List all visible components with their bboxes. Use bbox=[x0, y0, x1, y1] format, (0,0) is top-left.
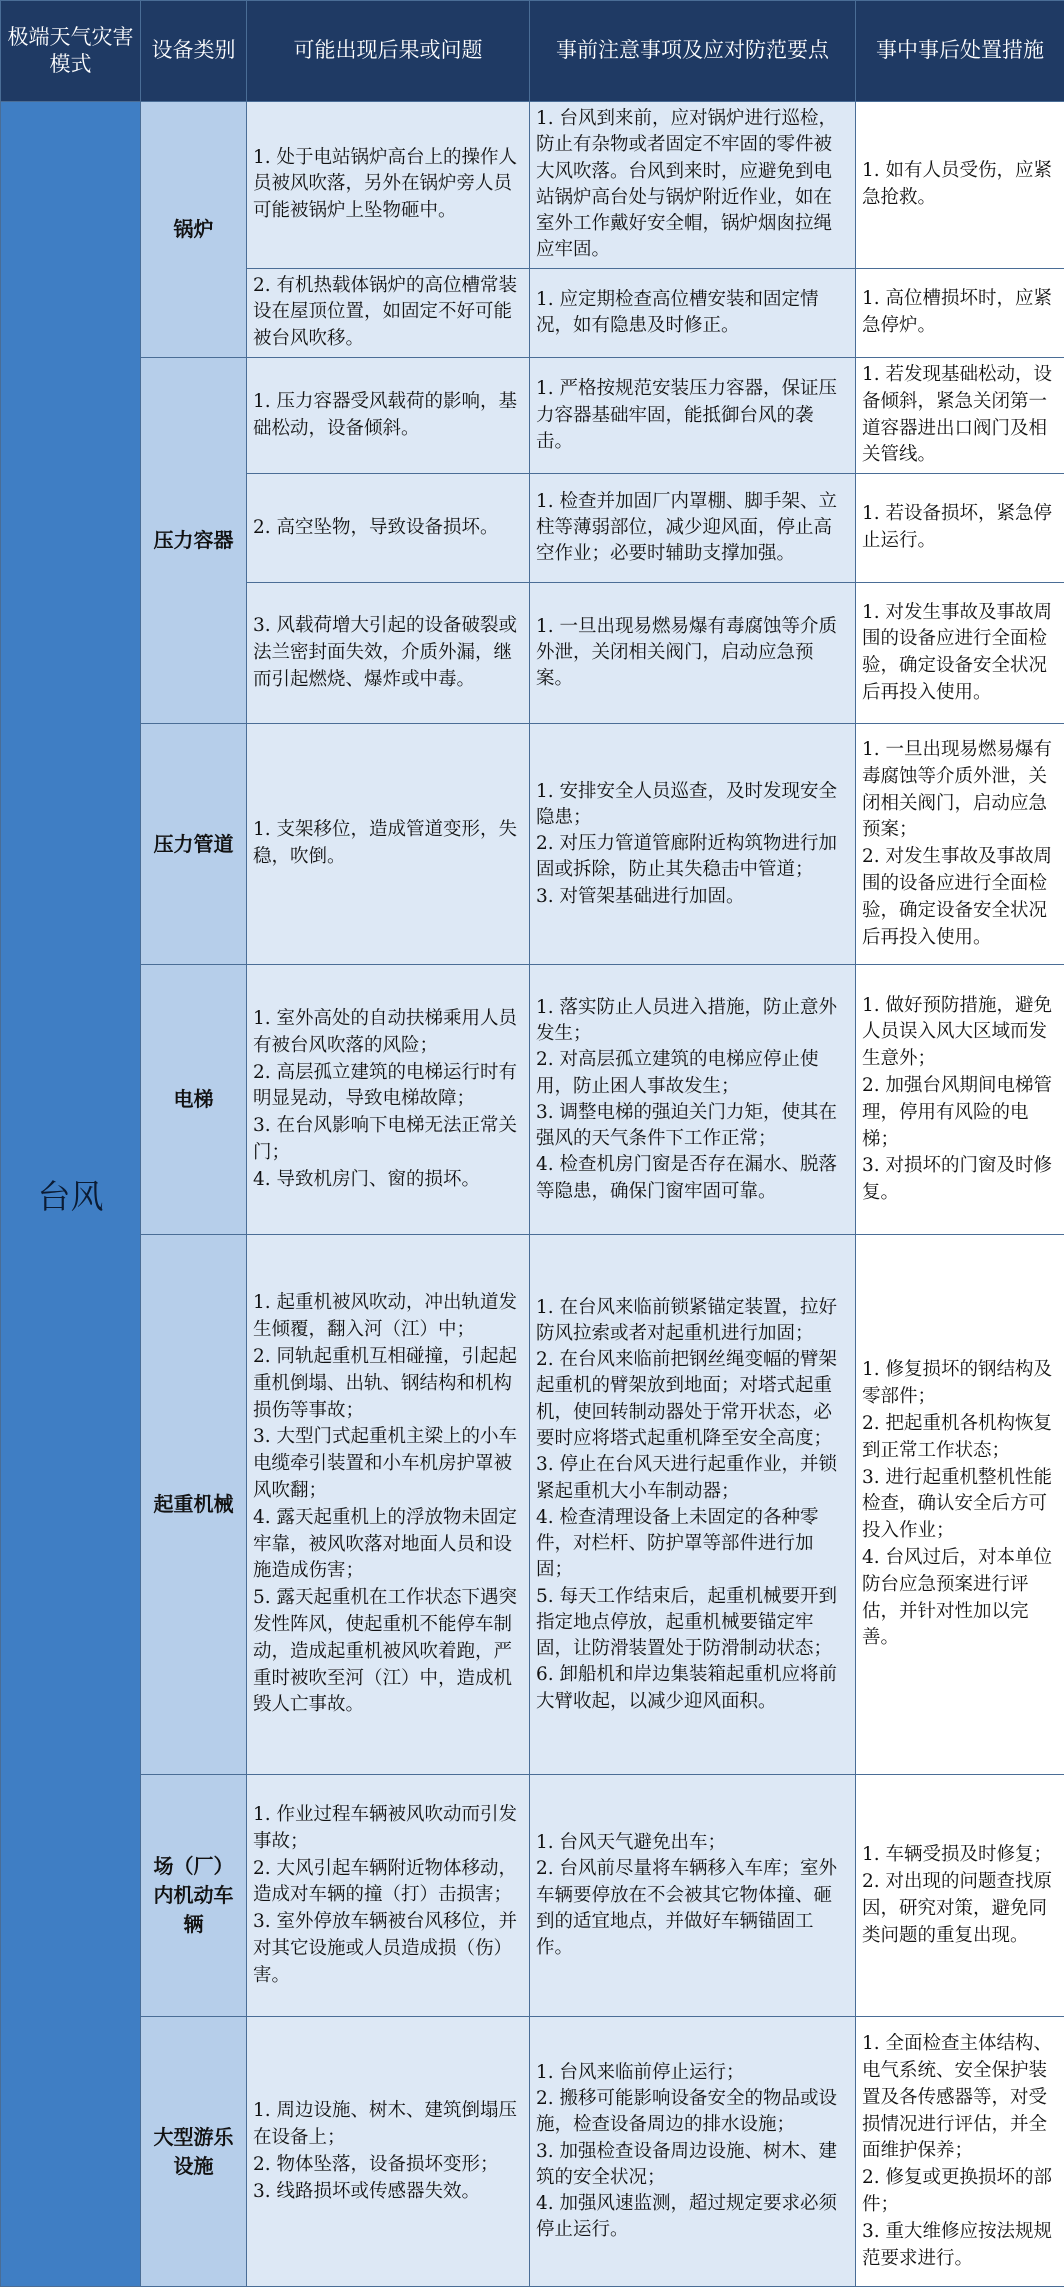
list-item: 1. 对发生事故及事故周围的设备应进行全面检验，确定设备安全状况后再投入使用。 bbox=[862, 600, 1058, 707]
table-row bbox=[1, 965, 1064, 1235]
list-item: 2. 对出现的问题查找原因，研究对策，避免同类问题的重复出现。 bbox=[862, 1869, 1058, 1949]
consequence-cell bbox=[247, 1235, 530, 1775]
list-item: 5. 每天工作结束后，起重机械要开到指定地点停放，起重机械要锚定牢固，让防滑装置处于防滑制动状态； bbox=[536, 1584, 849, 1663]
list-item: 2. 在台风来临前把钢丝绳变幅的臂架起重机的臂架放到地面；对塔式起重机，使回转制动器处于常开状态，必要时应将塔式起重机降至安全高度； bbox=[536, 1347, 849, 1452]
measure-cell bbox=[856, 965, 1064, 1235]
precaution-cell bbox=[530, 583, 856, 724]
list-item: 2. 同轨起重机互相碰撞，引起起重机倒塌、出轨、钢结构和机构损伤等事故； bbox=[253, 1344, 523, 1424]
list-item: 3. 停止在台风天进行起重作业，并锁紧起重机大小车制动器； bbox=[536, 1452, 849, 1505]
consequence-cell bbox=[247, 268, 530, 357]
table-row bbox=[1, 2017, 1064, 2287]
category-cell: 起重机械 bbox=[141, 1235, 247, 1775]
consequence-cell bbox=[247, 358, 530, 474]
list-item: 1. 一旦出现易燃易爆有毒腐蚀等介质外泄，关闭相关阀门，启动应急预案。 bbox=[536, 614, 849, 693]
list-item: 4. 加强风速监测，超过规定要求必须停止运行。 bbox=[536, 2191, 849, 2244]
measure-cell bbox=[856, 583, 1064, 724]
list-item: 3. 对损坏的门窗及时修复。 bbox=[862, 1153, 1058, 1207]
list-item: 1. 起重机被风吹动，冲出轨道发生倾覆，翻入河（江）中； bbox=[253, 1290, 523, 1344]
category-cell: 电梯 bbox=[141, 965, 247, 1235]
list-item: 2. 把起重机各机构恢复到正常工作状态； bbox=[862, 1411, 1058, 1465]
list-item: 1. 支架移位，造成管道变形，失稳，吹倒。 bbox=[253, 817, 523, 871]
precaution-cell bbox=[530, 474, 856, 583]
measure-cell bbox=[856, 1235, 1064, 1775]
list-item: 5. 露天起重机在工作状态下遇突发性阵风，使起重机不能停车制动，造成起重机被风吹着跑，严重时被吹至河（江）中，造成机毁人亡事故。 bbox=[253, 1585, 523, 1719]
list-item: 1. 应定期检查高位槽安装和固定情况，如有隐患及时修正。 bbox=[536, 287, 849, 340]
header-disaster-mode: 极端天气灾害模式 bbox=[1, 1, 141, 102]
list-item: 4. 导致机房门、窗的损坏。 bbox=[253, 1167, 523, 1194]
list-item: 1. 压力容器受风载荷的影响，基础松动，设备倾斜。 bbox=[253, 389, 523, 443]
list-item: 1. 修复损坏的钢结构及零部件； bbox=[862, 1357, 1058, 1411]
list-item: 3. 调整电梯的强迫关门力矩，使其在强风的天气条件下工作正常； bbox=[536, 1100, 849, 1153]
measure-cell bbox=[856, 724, 1064, 965]
precaution-cell bbox=[530, 268, 856, 357]
list-item: 2. 对高层孤立建筑的电梯应停止使用，防止困人事故发生； bbox=[536, 1047, 849, 1100]
precaution-cell bbox=[530, 1775, 856, 2017]
category-cell: 场（厂）内机动车辆 bbox=[141, 1775, 247, 2017]
list-item: 1. 在台风来临前锁紧锚定装置，拉好防风拉索或者对起重机进行加固； bbox=[536, 1295, 849, 1348]
consequence-cell bbox=[247, 474, 530, 583]
category-cell: 锅炉 bbox=[141, 102, 247, 358]
measure-cell bbox=[856, 358, 1064, 474]
list-item: 3. 线路损坏或传感器失效。 bbox=[253, 2179, 523, 2206]
list-item: 3. 风载荷增大引起的设备破裂或法兰密封面失效，介质外漏，继而引起燃烧、爆炸或中毒。 bbox=[253, 613, 523, 693]
list-item: 1. 全面检查主体结构、电气系统、安全保护装置及各传感器等，对受损情况进行评估，并全面维护保养； bbox=[862, 2031, 1058, 2165]
list-item: 6. 卸船机和岸边集装箱起重机应将前大臂收起，以减少迎风面积。 bbox=[536, 1662, 849, 1715]
list-item: 2. 对压力管道管廊附近构筑物进行加固或拆除，防止其失稳击中管道； bbox=[536, 831, 849, 884]
list-item: 1. 检查并加固厂内罩棚、脚手架、立柱等薄弱部位，减少迎风面，停止高空作业；必要时辅助支撑加强。 bbox=[536, 489, 849, 568]
measure-cell bbox=[856, 102, 1064, 269]
measure-cell bbox=[856, 474, 1064, 583]
consequence-cell bbox=[247, 2017, 530, 2287]
list-item: 1. 若设备损坏，紧急停止运行。 bbox=[862, 501, 1058, 555]
header-consequence: 可能出现后果或问题 bbox=[247, 1, 530, 102]
list-item: 2. 对发生事故及事故周围的设备应进行全面检验，确定设备安全状况后再投入使用。 bbox=[862, 844, 1058, 951]
precaution-cell bbox=[530, 102, 856, 269]
list-item: 1. 作业过程车辆被风吹动而引发事故； bbox=[253, 1802, 523, 1856]
list-item: 2. 高层孤立建筑的电梯运行时有明显晃动，导致电梯故障； bbox=[253, 1060, 523, 1114]
precaution-cell bbox=[530, 358, 856, 474]
consequence-cell bbox=[247, 583, 530, 724]
list-item: 3. 重大维修应按法规规范要求进行。 bbox=[862, 2219, 1058, 2273]
list-item: 1. 车辆受损及时修复； bbox=[862, 1842, 1058, 1869]
list-item: 3. 加强检查设备周边设施、树木、建筑的安全状况； bbox=[536, 2139, 849, 2192]
list-item: 4. 检查清理设备上未固定的各种零件，对栏杆、防护罩等部件进行加固； bbox=[536, 1505, 849, 1584]
table-row bbox=[1, 1775, 1064, 2017]
disaster-cell: 台风 bbox=[1, 102, 141, 2287]
list-item: 4. 台风过后，对本单位防台应急预案进行评估，并针对性加以完善。 bbox=[862, 1545, 1058, 1652]
header-measure: 事中事后处置措施 bbox=[856, 1, 1064, 102]
list-item: 1. 安排安全人员巡查，及时发现安全隐患； bbox=[536, 779, 849, 832]
list-item: 2. 高空坠物，导致设备损坏。 bbox=[253, 515, 523, 542]
table-row bbox=[1, 358, 1064, 474]
list-item: 1. 台风来临前停止运行； bbox=[536, 2060, 849, 2086]
category-cell: 压力管道 bbox=[141, 724, 247, 965]
category-cell: 大型游乐设施 bbox=[141, 2017, 247, 2287]
precaution-cell bbox=[530, 724, 856, 965]
list-item: 2. 物体坠落，设备损坏变形； bbox=[253, 2152, 523, 2179]
list-item: 1. 室外高处的自动扶梯乘用人员有被台风吹落的风险； bbox=[253, 1006, 523, 1060]
list-item: 1. 如有人员受伤，应紧急抢救。 bbox=[862, 158, 1058, 212]
list-item: 1. 落实防止人员进入措施，防止意外发生； bbox=[536, 995, 849, 1048]
consequence-cell bbox=[247, 1775, 530, 2017]
list-item: 2. 修复或更换损坏的部件； bbox=[862, 2165, 1058, 2219]
list-item: 2. 加强台风期间电梯管理，停用有风险的电梯； bbox=[862, 1073, 1058, 1153]
list-item: 4. 检查机房门窗是否存在漏水、脱落等隐患，确保门窗牢固可靠。 bbox=[536, 1152, 849, 1205]
list-item: 1. 一旦出现易燃易爆有毒腐蚀等介质外泄，关闭相关阀门，启动应急预案； bbox=[862, 737, 1058, 844]
list-item: 1. 严格按规范安装压力容器，保证压力容器基础牢固，能抵御台风的袭击。 bbox=[536, 376, 849, 455]
list-item: 3. 大型门式起重机主梁上的小车电缆牵引装置和小车机房护罩被风吹翻； bbox=[253, 1424, 523, 1504]
list-item: 2. 台风前尽量将车辆移入车库；室外车辆要停放在不会被其它物体撞、砸到的适宜地点，并做好车辆锚固工作。 bbox=[536, 1856, 849, 1961]
consequence-cell bbox=[247, 965, 530, 1235]
list-item: 1. 若发现基础松动，设备倾斜，紧急关闭第一道容器进出口阀门及相关管线。 bbox=[862, 362, 1058, 469]
list-item: 2. 有机热载体锅炉的高位槽常装设在屋顶位置，如固定不好可能被台风吹移。 bbox=[253, 273, 523, 353]
list-item: 1. 做好预防措施，避免人员误入风大区域而发生意外； bbox=[862, 993, 1058, 1073]
header-row bbox=[1, 1, 1064, 102]
list-item: 3. 室外停放车辆被台风移位，并对其它设施或人员造成损（伤）害。 bbox=[253, 1909, 523, 1989]
consequence-cell bbox=[247, 724, 530, 965]
measure-cell bbox=[856, 1775, 1064, 2017]
measure-cell bbox=[856, 2017, 1064, 2287]
list-item: 1. 台风到来前，应对锅炉进行巡检，防止有杂物或者固定不牢固的零件被大风吹落。台风到来时，应避免到电站锅炉高台处与锅炉附近作业，如在室外工作戴好安全帽，锅炉烟囱拉绳应牢固。 bbox=[536, 106, 849, 264]
precaution-cell bbox=[530, 1235, 856, 1775]
list-item: 1. 高位槽损坏时，应紧急停炉。 bbox=[862, 286, 1058, 340]
precaution-cell bbox=[530, 2017, 856, 2287]
table-row bbox=[1, 1235, 1064, 1775]
list-item: 1. 处于电站锅炉高台上的操作人员被风吹落，另外在锅炉旁人员可能被锅炉上坠物砸中。 bbox=[253, 145, 523, 225]
header-precaution: 事前注意事项及应对防范要点 bbox=[530, 1, 856, 102]
list-item: 1. 台风天气避免出车； bbox=[536, 1830, 849, 1856]
list-item: 2. 大风引起车辆附近物体移动，造成对车辆的撞（打）击损害； bbox=[253, 1856, 523, 1910]
list-item: 3. 在台风影响下电梯无法正常关门； bbox=[253, 1113, 523, 1167]
consequence-cell bbox=[247, 102, 530, 269]
category-cell: 压力容器 bbox=[141, 358, 247, 724]
list-item: 3. 进行起重机整机性能检查，确认安全后方可投入作业； bbox=[862, 1465, 1058, 1545]
list-item: 1. 周边设施、树木、建筑倒塌压在设备上； bbox=[253, 2098, 523, 2152]
list-item: 4. 露天起重机上的浮放物未固定牢靠，被风吹落对地面人员和设施造成伤害； bbox=[253, 1505, 523, 1585]
list-item: 2. 搬移可能影响设备安全的物品或设施，检查设备周边的排水设施； bbox=[536, 2086, 849, 2139]
measure-cell bbox=[856, 268, 1064, 357]
precaution-cell bbox=[530, 965, 856, 1235]
list-item: 3. 对管架基础进行加固。 bbox=[536, 884, 849, 910]
header-equipment-category: 设备类别 bbox=[141, 1, 247, 102]
table-row bbox=[1, 724, 1064, 965]
table-row bbox=[1, 102, 1064, 269]
